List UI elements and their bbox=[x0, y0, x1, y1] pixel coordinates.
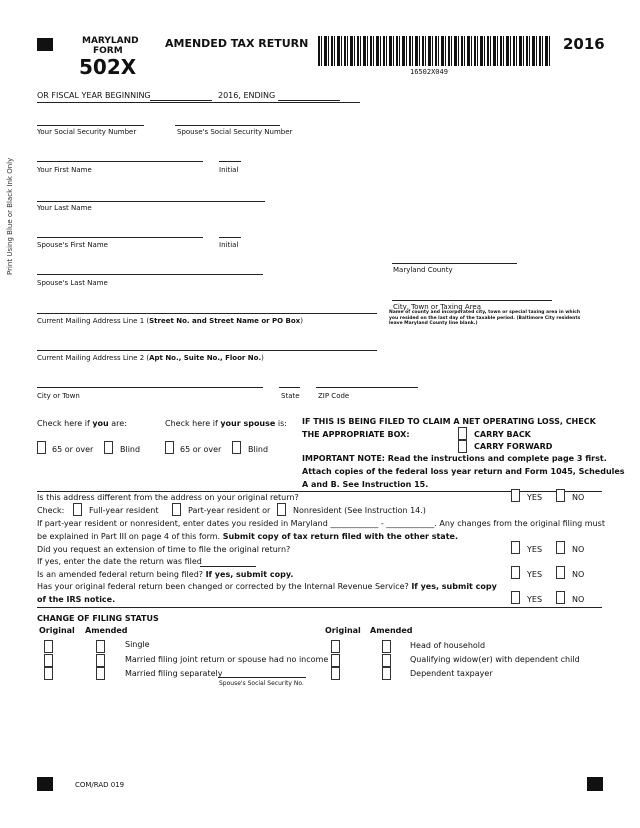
irs-change-yes-checkbox[interactable] bbox=[511, 591, 520, 604]
address-line1-input[interactable] bbox=[37, 313, 377, 314]
spouse-check-label bbox=[165, 419, 287, 428]
form-title: AMENDED TAX RETURN bbox=[165, 37, 309, 50]
spouse-check-bold: your spouse bbox=[220, 419, 276, 428]
spouse-blind-checkbox[interactable] bbox=[232, 441, 241, 454]
first-name-input[interactable] bbox=[37, 161, 203, 162]
spouse-check-prefix: Check here if bbox=[165, 419, 221, 428]
carry-forward-label: CARRY FORWARD bbox=[474, 442, 553, 451]
first-name-label: Your First Name bbox=[37, 166, 92, 174]
spouse-check-suffix: is: bbox=[275, 419, 287, 428]
you-blind-label: Blind bbox=[120, 445, 141, 454]
widow-amended-checkbox[interactable] bbox=[382, 654, 391, 667]
spouse-last-name-label: Spouse's Last Name bbox=[37, 279, 108, 287]
form-word: FORM bbox=[93, 46, 123, 56]
barcode-text: 16502X049 bbox=[410, 68, 448, 76]
spouse-first-name-input[interactable] bbox=[37, 237, 203, 238]
address-different-yes-checkbox[interactable] bbox=[511, 489, 520, 502]
you-blind-checkbox[interactable] bbox=[104, 441, 113, 454]
city-label: City or Town bbox=[37, 392, 80, 400]
ssn-label: Your Social Security Number bbox=[37, 128, 137, 136]
taxing-area-label: City, Town or Taxing Area bbox=[393, 303, 482, 311]
barcode bbox=[318, 36, 550, 66]
spouse-last-name-input[interactable] bbox=[37, 274, 263, 275]
spouse-65-label: 65 or over bbox=[180, 445, 222, 454]
dependent-label: Dependent taxpayer bbox=[410, 669, 493, 678]
nonresident-label: Nonresident (See Instruction 14.) bbox=[293, 506, 426, 515]
residency-dates-text: If part-year resident or nonresident, enter dates you resided in Maryland ____________ - ____________. Any changes from the original filing must bbox=[37, 519, 605, 528]
tax-year: 2016 bbox=[563, 35, 605, 53]
zip-input[interactable] bbox=[316, 387, 418, 388]
extension-no-label: NO bbox=[572, 545, 585, 554]
amended-federal-yes-label: YES bbox=[527, 570, 543, 579]
carry-forward-checkbox[interactable] bbox=[458, 440, 467, 453]
carry-back-label: CARRY BACK bbox=[474, 430, 531, 439]
you-check-prefix: Check here if bbox=[37, 419, 93, 428]
fiscal-rule bbox=[37, 102, 360, 103]
carry-back-checkbox[interactable] bbox=[458, 427, 467, 440]
nol-note-3: A and B. See Instruction 15. bbox=[302, 480, 429, 489]
separate-original-checkbox[interactable] bbox=[44, 667, 53, 680]
you-65-label: 65 or over bbox=[52, 445, 94, 454]
filing-status-heading: CHANGE OF FILING STATUS bbox=[37, 614, 159, 623]
separate-label: Married filing separately bbox=[125, 669, 223, 678]
dependent-original-checkbox[interactable] bbox=[331, 667, 340, 680]
fiscal-ending-label: 2016, ENDING bbox=[218, 91, 276, 100]
zip-label: ZIP Code bbox=[318, 392, 350, 400]
amended-column-right: Amended bbox=[370, 626, 413, 635]
taxing-area-note: Name of county and incorporated city, town or special taxing area in which you resided on the last day of the taxable period. (Baltimore City residents leave Maryland County line blank.) bbox=[389, 310, 581, 326]
part-year-label: Part-year resident or bbox=[188, 506, 271, 515]
address-different-no-checkbox[interactable] bbox=[556, 489, 565, 502]
irs-change-question bbox=[37, 582, 497, 591]
address-different-question: Is this address different from the address on your original return? bbox=[37, 493, 299, 502]
spouse-65-checkbox[interactable] bbox=[165, 441, 174, 454]
nol-note-1: IMPORTANT NOTE: Read the instructions and complete page 3 first. bbox=[302, 454, 607, 463]
dependent-amended-checkbox[interactable] bbox=[382, 667, 391, 680]
amended-federal-plain: Is an amended federal return being filed? bbox=[37, 570, 206, 579]
address-different-no-label: NO bbox=[572, 493, 585, 502]
spouse-ssn-input[interactable] bbox=[175, 125, 280, 126]
address-line2-label bbox=[37, 354, 264, 362]
widow-label: Qualifying widow(er) with dependent child bbox=[410, 655, 580, 664]
fiscal-year-label: OR FISCAL YEAR BEGINNING bbox=[37, 91, 151, 100]
residency-explain-plain: be explained in Part III on page 4 of this form. bbox=[37, 532, 223, 541]
city-input[interactable] bbox=[37, 387, 263, 388]
county-input[interactable] bbox=[392, 263, 517, 264]
nonresident-checkbox[interactable] bbox=[277, 503, 286, 516]
initial-input[interactable] bbox=[219, 161, 241, 162]
full-year-checkbox[interactable] bbox=[73, 503, 82, 516]
original-column-right: Original bbox=[325, 626, 361, 635]
spouse-initial-label: Initial bbox=[219, 241, 239, 249]
address-different-yes-label: YES bbox=[527, 493, 543, 502]
you-check-suffix: are: bbox=[108, 419, 127, 428]
irs-change-no-checkbox[interactable] bbox=[556, 591, 565, 604]
spouse-first-name-label: Spouse's First Name bbox=[37, 241, 108, 249]
irs-notice-text: of the IRS notice. bbox=[37, 595, 116, 604]
fiscal-end-line[interactable] bbox=[278, 100, 340, 101]
date-filed-question: If yes, enter the date the return was filed bbox=[37, 557, 202, 566]
address-line1-label bbox=[37, 317, 303, 325]
filing-status-rule bbox=[37, 607, 602, 608]
address-line2-input[interactable] bbox=[37, 350, 377, 351]
head-household-label: Head of household bbox=[410, 641, 486, 650]
ink-instruction: Print Using Blue or Black Ink Only bbox=[6, 157, 14, 275]
state-input[interactable] bbox=[279, 387, 300, 388]
amended-federal-yes-checkbox[interactable] bbox=[511, 566, 520, 579]
form-number: 502X bbox=[79, 55, 137, 79]
fiscal-begin-line[interactable] bbox=[150, 100, 212, 101]
spouse-ssn-label: Spouse's Social Security Number bbox=[177, 128, 293, 136]
address-line2-prefix: Current Mailing Address Line 2 ( bbox=[37, 354, 150, 362]
residency-explain-text bbox=[37, 532, 458, 541]
joint-amended-checkbox[interactable] bbox=[96, 654, 105, 667]
single-label: Single bbox=[125, 640, 150, 649]
address-line2-suffix: ) bbox=[261, 354, 264, 362]
you-check-label bbox=[37, 419, 127, 428]
original-column-left: Original bbox=[39, 626, 75, 635]
you-65-checkbox[interactable] bbox=[37, 441, 46, 454]
date-filed-input[interactable] bbox=[200, 566, 256, 567]
spouse-initial-input[interactable] bbox=[219, 237, 241, 238]
extension-yes-label: YES bbox=[527, 545, 543, 554]
nol-heading-2: THE APPROPRIATE BOX: bbox=[302, 430, 410, 439]
separate-amended-checkbox[interactable] bbox=[96, 667, 105, 680]
registration-mark-bottom-right bbox=[587, 777, 603, 791]
separate-spouse-ssn-input[interactable] bbox=[218, 677, 306, 678]
initial-label: Initial bbox=[219, 166, 239, 174]
joint-label: Married filing joint return or spouse had no income bbox=[125, 655, 329, 664]
state-name: MARYLAND bbox=[82, 36, 139, 46]
irs-change-plain: Has your original federal return been changed or corrected by the Internal Revenue Service? bbox=[37, 582, 412, 591]
irs-change-yes-label: YES bbox=[527, 595, 543, 604]
address-line1-prefix: Current Mailing Address Line 1 ( bbox=[37, 317, 150, 325]
head-household-amended-checkbox[interactable] bbox=[382, 640, 391, 653]
amended-federal-bold: If yes, submit copy. bbox=[205, 570, 294, 579]
county-label: Maryland County bbox=[393, 266, 453, 274]
irs-change-no-label: NO bbox=[572, 595, 585, 604]
address-line2-bold: Apt No., Suite No., Floor No. bbox=[149, 354, 262, 362]
head-household-original-checkbox[interactable] bbox=[331, 640, 340, 653]
state-label: State bbox=[281, 392, 300, 400]
registration-mark-bottom-left bbox=[37, 777, 53, 791]
amended-column-left: Amended bbox=[85, 626, 128, 635]
extension-no-checkbox[interactable] bbox=[556, 541, 565, 554]
nol-heading: IF THIS IS BEING FILED TO CLAIM A NET OPERATING LOSS, CHECK bbox=[302, 417, 596, 426]
you-check-bold: you bbox=[92, 419, 109, 428]
single-amended-checkbox[interactable] bbox=[96, 640, 105, 653]
last-name-input[interactable] bbox=[37, 201, 265, 202]
address-line1-suffix: ) bbox=[300, 317, 303, 325]
nol-note-2: Attach copies of the federal loss year return and Form 1045, Schedules bbox=[302, 467, 625, 476]
extension-question: Did you request an extension of time to file the original return? bbox=[37, 545, 291, 554]
single-original-checkbox[interactable] bbox=[44, 640, 53, 653]
address-line1-bold: Street No. and Street Name or PO Box bbox=[149, 317, 301, 325]
ssn-input[interactable] bbox=[37, 125, 144, 126]
full-year-label: Full-year resident bbox=[89, 506, 159, 515]
part-year-checkbox[interactable] bbox=[172, 503, 181, 516]
form-code: COM/RAD 019 bbox=[75, 781, 125, 789]
last-name-label: Your Last Name bbox=[37, 204, 92, 212]
taxing-area-input[interactable] bbox=[392, 300, 552, 301]
amended-federal-question bbox=[37, 570, 293, 579]
registration-mark-top-left bbox=[37, 38, 53, 51]
joint-original-checkbox[interactable] bbox=[44, 654, 53, 667]
amended-federal-no-checkbox[interactable] bbox=[556, 566, 565, 579]
spouse-blind-label: Blind bbox=[248, 445, 269, 454]
spouse-ssn-note: Spouse's Social Security No. bbox=[219, 680, 304, 687]
extension-yes-checkbox[interactable] bbox=[511, 541, 520, 554]
irs-change-bold: If yes, submit copy bbox=[411, 582, 497, 591]
residency-check-label: Check: bbox=[37, 506, 65, 515]
amended-federal-no-label: NO bbox=[572, 570, 585, 579]
widow-original-checkbox[interactable] bbox=[331, 654, 340, 667]
residency-explain-bold: Submit copy of tax return filed with the other state. bbox=[222, 532, 458, 541]
